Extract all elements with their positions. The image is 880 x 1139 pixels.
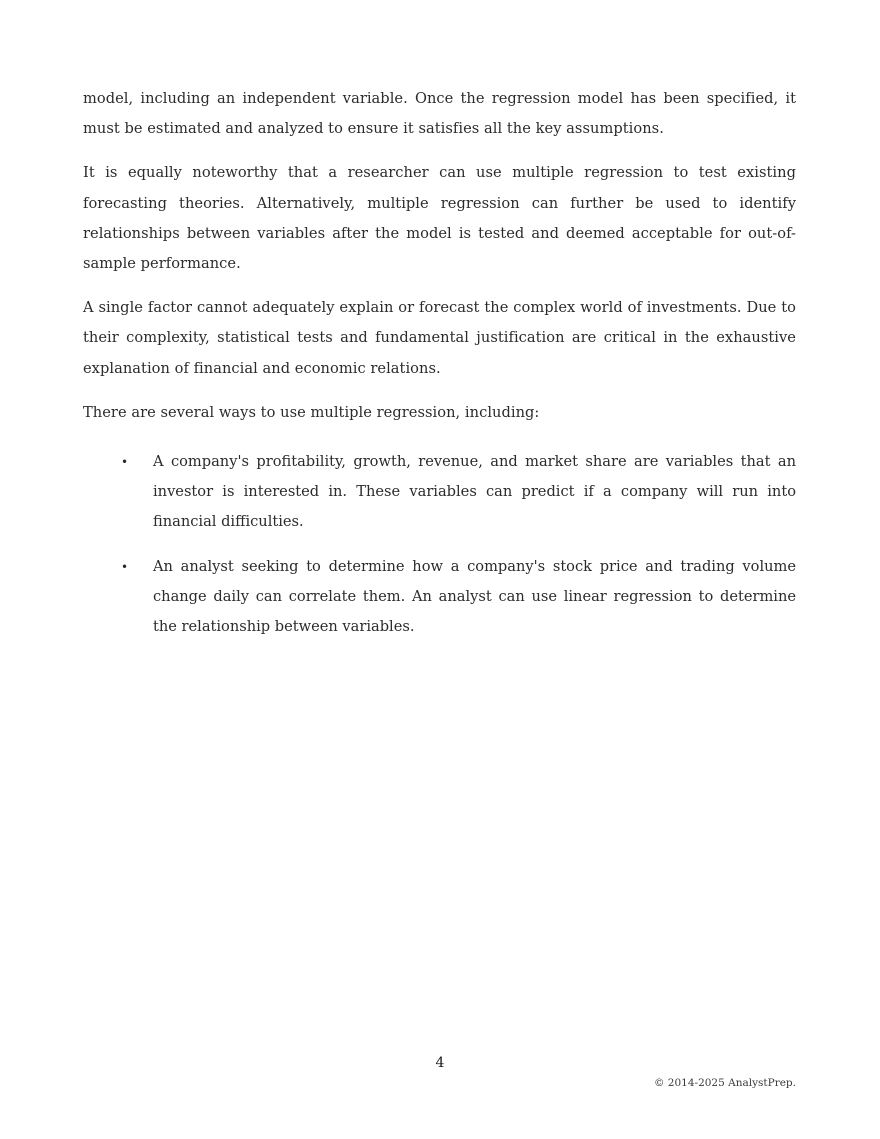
paragraph-4: There are several ways to use multiple regression, including: [83, 403, 540, 421]
document-page [83, 84, 796, 656]
copyright-notice: © 2014-2025 AnalystPrep. [653, 1077, 796, 1089]
list-item [83, 552, 796, 643]
bullet-icon: • [121, 559, 129, 574]
paragraph-1: model, including an independent variable. Once the regression model has been specified, it must be estimated and analyzed to ensure it satisfies all the key assumptions. [83, 90, 796, 138]
paragraph-2: It is equally noteworthy that a researcher can use multiple regression to test existing forecasting theories. Alternatively, multiple regression can further be used to identify relationships between variables after the model is tested and deemed acceptable for out-of-sample performance. [83, 164, 796, 273]
list-item-text: A company's profitability, growth, revenue, and market share are variables that an investor is interested in. These variables can predict if a company will run into financial difficulties. [153, 453, 796, 531]
list-item-text: An analyst seeking to determine how a company's stock price and trading volume change daily can correlate them. An analyst can use linear regression to determine the relationship between variables. [153, 557, 796, 636]
bullet-list [83, 447, 796, 642]
paragraph-3: A single factor cannot adequately explain or forecast the complex world of investments. Due to their complexity, statistical tests and fundamental justification are critical in the exhaustive explanation of financial and economic relations. [83, 299, 796, 377]
page-number: 4 [435, 1055, 445, 1071]
list-item [83, 447, 796, 538]
bullet-icon: • [121, 455, 129, 470]
